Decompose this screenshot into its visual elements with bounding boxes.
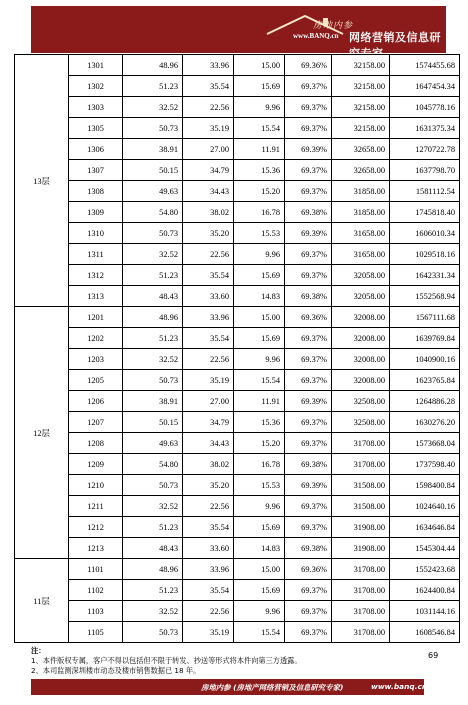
table-cell: 1029518.16 [390, 244, 460, 265]
table-cell: 1103 [69, 601, 123, 622]
table-cell: 31508.00 [332, 475, 390, 496]
table-cell: 51.23 [123, 580, 183, 601]
table-cell: 32158.00 [332, 97, 390, 118]
table-cell: 69.37% [285, 622, 332, 643]
table-cell: 38.02 [183, 202, 234, 223]
table-cell: 22.56 [183, 349, 234, 370]
table-cell: 1647454.34 [390, 76, 460, 97]
table-row [15, 307, 460, 328]
table-cell: 33.60 [183, 538, 234, 559]
table-cell: 69.37% [285, 433, 332, 454]
table-cell: 48.43 [123, 538, 183, 559]
table-cell: 33.96 [183, 307, 234, 328]
table-cell: 1313 [69, 286, 123, 307]
table-cell: 69.37% [285, 412, 332, 433]
table-cell: 49.63 [123, 433, 183, 454]
table-cell: 1311 [69, 244, 123, 265]
table-cell: 31658.00 [332, 223, 390, 244]
table-cell: 1031144.16 [390, 601, 460, 622]
table-cell: 1630276.20 [390, 412, 460, 433]
table-cell: 1213 [69, 538, 123, 559]
table-cell: 1212 [69, 517, 123, 538]
table-cell: 34.43 [183, 433, 234, 454]
floor-label: 13层 [15, 55, 69, 307]
table-cell: 69.39% [285, 475, 332, 496]
table-cell: 15.69 [234, 265, 285, 286]
table-cell: 1211 [69, 496, 123, 517]
table-cell: 69.38% [285, 202, 332, 223]
table-cell: 31708.00 [332, 622, 390, 643]
table-cell: 1024640.16 [390, 496, 460, 517]
table-cell: 15.69 [234, 328, 285, 349]
table-cell: 1302 [69, 76, 123, 97]
table-cell: 33.96 [183, 559, 234, 580]
table-cell: 69.36% [285, 55, 332, 76]
table-cell: 51.23 [123, 265, 183, 286]
table-row [15, 265, 460, 286]
table-cell: 69.37% [285, 244, 332, 265]
table-cell: 50.73 [123, 622, 183, 643]
table-cell: 54.80 [123, 202, 183, 223]
table-cell: 1574455.68 [390, 55, 460, 76]
table-cell: 32.52 [123, 349, 183, 370]
table-cell: 38.91 [123, 391, 183, 412]
table-cell: 1567111.68 [390, 307, 460, 328]
table-cell: 33.96 [183, 55, 234, 76]
table-cell: 31908.00 [332, 538, 390, 559]
table-cell: 1208 [69, 433, 123, 454]
table-cell: 1631375.34 [390, 118, 460, 139]
table-row [15, 496, 460, 517]
table-cell: 48.43 [123, 286, 183, 307]
table-row [15, 454, 460, 475]
brand-name: 房地内参 [313, 20, 354, 30]
table-cell: 1623765.84 [390, 370, 460, 391]
table-cell: 1737598.40 [390, 454, 460, 475]
table-cell: 1624400.84 [390, 580, 460, 601]
table-cell: 31708.00 [332, 580, 390, 601]
table-cell: 1552568.94 [390, 286, 460, 307]
table-cell: 35.54 [183, 265, 234, 286]
table-cell: 35.19 [183, 118, 234, 139]
table-row [15, 181, 460, 202]
table-cell: 1634646.84 [390, 517, 460, 538]
table-cell: 15.69 [234, 76, 285, 97]
table-cell: 15.53 [234, 223, 285, 244]
table-cell: 15.36 [234, 160, 285, 181]
table-cell: 1608546.84 [390, 622, 460, 643]
table-cell: 35.20 [183, 223, 234, 244]
table-row [15, 76, 460, 97]
table-cell: 50.15 [123, 412, 183, 433]
table-cell: 32658.00 [332, 160, 390, 181]
table-cell: 15.00 [234, 55, 285, 76]
table-cell: 32058.00 [332, 265, 390, 286]
table-cell: 14.83 [234, 286, 285, 307]
table-cell: 69.39% [285, 139, 332, 160]
table-row [15, 412, 460, 433]
table-cell: 69.38% [285, 286, 332, 307]
table-row [15, 538, 460, 559]
table-cell: 31708.00 [332, 454, 390, 475]
table-cell: 15.54 [234, 622, 285, 643]
table-cell: 1264886.28 [390, 391, 460, 412]
table-cell: 1310 [69, 223, 123, 244]
table-cell: 11.91 [234, 391, 285, 412]
table-cell: 1207 [69, 412, 123, 433]
table-row [15, 475, 460, 496]
table-cell: 9.96 [234, 601, 285, 622]
table-row [15, 202, 460, 223]
table-cell: 1209 [69, 454, 123, 475]
table-cell: 1201 [69, 307, 123, 328]
table-cell: 31658.00 [332, 244, 390, 265]
table-row [15, 328, 460, 349]
table-cell: 1642331.34 [390, 265, 460, 286]
table-cell: 69.37% [285, 580, 332, 601]
table-cell: 35.19 [183, 370, 234, 391]
table-cell: 16.78 [234, 202, 285, 223]
table-cell: 1745818.40 [390, 202, 460, 223]
table-cell: 15.54 [234, 118, 285, 139]
table-cell: 35.54 [183, 76, 234, 97]
table-cell: 32008.00 [332, 349, 390, 370]
table-cell: 50.73 [123, 475, 183, 496]
unit-price-table [14, 54, 460, 643]
table-row [15, 601, 460, 622]
table-cell: 15.20 [234, 433, 285, 454]
table-row [15, 391, 460, 412]
table-cell: 1270722.78 [390, 139, 460, 160]
table-row [15, 139, 460, 160]
notes-title: 注： [31, 646, 46, 655]
table-cell: 22.56 [183, 97, 234, 118]
table-row [15, 433, 460, 454]
table-cell: 48.96 [123, 559, 183, 580]
table-row [15, 244, 460, 265]
page-header-banner [31, 6, 446, 60]
table-cell: 69.37% [285, 265, 332, 286]
table-cell: 32008.00 [332, 328, 390, 349]
table-cell: 69.37% [285, 118, 332, 139]
table-cell: 1309 [69, 202, 123, 223]
table-cell: 50.73 [123, 370, 183, 391]
table-cell: 15.00 [234, 559, 285, 580]
table-cell: 1598400.84 [390, 475, 460, 496]
table-cell: 1102 [69, 580, 123, 601]
table-cell: 34.43 [183, 181, 234, 202]
table-cell: 49.63 [123, 181, 183, 202]
footer-text: 房地内参 (房地产网络营销及信息研究专家) [201, 683, 344, 692]
table-cell: 54.80 [123, 454, 183, 475]
table-cell: 34.79 [183, 412, 234, 433]
table-row [15, 370, 460, 391]
table-cell: 50.15 [123, 160, 183, 181]
table-cell: 51.23 [123, 517, 183, 538]
table-cell: 14.83 [234, 538, 285, 559]
table-cell: 48.96 [123, 307, 183, 328]
table-cell: 1581112.54 [390, 181, 460, 202]
table-cell: 1203 [69, 349, 123, 370]
table-cell: 15.53 [234, 475, 285, 496]
table-cell: 1305 [69, 118, 123, 139]
table-cell: 48.96 [123, 55, 183, 76]
table-cell: 38.91 [123, 139, 183, 160]
table-cell: 1205 [69, 370, 123, 391]
table-cell: 32508.00 [332, 412, 390, 433]
table-cell: 31708.00 [332, 601, 390, 622]
table-cell: 1545304.44 [390, 538, 460, 559]
table-row [15, 118, 460, 139]
table-cell: 1045778.16 [390, 97, 460, 118]
notes-line: 1、本件版权专属，客户不得以包括但不限于转发、抄送等形式将本件向第三方透露。 [31, 656, 302, 665]
table-cell: 1303 [69, 97, 123, 118]
table-cell: 1202 [69, 328, 123, 349]
table-cell: 1301 [69, 55, 123, 76]
page-number: 69 [428, 651, 439, 660]
table-row [15, 160, 460, 181]
table-cell: 69.37% [285, 349, 332, 370]
table-cell: 69.37% [285, 496, 332, 517]
table-cell: 1101 [69, 559, 123, 580]
table-cell: 27.00 [183, 391, 234, 412]
footer-url: www.banq.cn [371, 682, 428, 691]
table-cell: 32158.00 [332, 118, 390, 139]
table-cell: 1312 [69, 265, 123, 286]
table-cell: 22.56 [183, 496, 234, 517]
table-cell: 1210 [69, 475, 123, 496]
table-cell: 11.91 [234, 139, 285, 160]
table-cell: 1606010.34 [390, 223, 460, 244]
table-row [15, 580, 460, 601]
table-cell: 1040900.16 [390, 349, 460, 370]
table-cell: 9.96 [234, 244, 285, 265]
table-cell: 32658.00 [332, 139, 390, 160]
table-cell: 69.37% [285, 517, 332, 538]
brand-slogan: 网络营销及信息研究专家 [349, 31, 441, 60]
floor-label: 11层 [15, 559, 69, 643]
table-cell: 31858.00 [332, 181, 390, 202]
notes-section [31, 646, 419, 676]
table-cell: 32158.00 [332, 55, 390, 76]
table-cell: 1637798.70 [390, 160, 460, 181]
table-cell: 16.78 [234, 454, 285, 475]
table-row [15, 223, 460, 244]
table-row [15, 55, 460, 76]
table-cell: 32158.00 [332, 76, 390, 97]
table-cell: 15.00 [234, 307, 285, 328]
table-cell: 15.54 [234, 370, 285, 391]
table-cell: 15.69 [234, 517, 285, 538]
table-cell: 33.60 [183, 286, 234, 307]
table-cell: 32008.00 [332, 307, 390, 328]
table-cell: 31508.00 [332, 496, 390, 517]
table-cell: 35.19 [183, 622, 234, 643]
table-cell: 32508.00 [332, 391, 390, 412]
table-cell: 32.52 [123, 97, 183, 118]
table-cell: 31708.00 [332, 433, 390, 454]
table-cell: 35.54 [183, 517, 234, 538]
table-cell: 51.23 [123, 76, 183, 97]
table-cell: 32058.00 [332, 286, 390, 307]
table-cell: 9.96 [234, 97, 285, 118]
table-row [15, 349, 460, 370]
table-cell: 69.38% [285, 454, 332, 475]
table-cell: 15.36 [234, 412, 285, 433]
table-cell: 50.73 [123, 223, 183, 244]
table-row [15, 559, 460, 580]
table-cell: 69.37% [285, 328, 332, 349]
table-cell: 69.38% [285, 538, 332, 559]
table-cell: 15.69 [234, 580, 285, 601]
table-cell: 69.39% [285, 223, 332, 244]
table-cell: 31908.00 [332, 517, 390, 538]
table-cell: 69.37% [285, 160, 332, 181]
table-cell: 32.52 [123, 496, 183, 517]
table-cell: 69.37% [285, 601, 332, 622]
table-cell: 32.52 [123, 244, 183, 265]
table-cell: 69.37% [285, 370, 332, 391]
page-footer-banner [31, 679, 428, 695]
table-cell: 69.37% [285, 97, 332, 118]
table-cell: 22.56 [183, 601, 234, 622]
table-cell: 69.39% [285, 391, 332, 412]
table-cell: 31858.00 [332, 202, 390, 223]
table-cell: 31708.00 [332, 559, 390, 580]
floor-label: 12层 [15, 307, 69, 559]
table-cell: 22.56 [183, 244, 234, 265]
table-cell: 50.73 [123, 118, 183, 139]
table-cell: 1552423.68 [390, 559, 460, 580]
table-cell: 35.54 [183, 328, 234, 349]
brand-url: www.BANQ.cn [293, 32, 339, 40]
table-cell: 9.96 [234, 496, 285, 517]
table-cell: 1639769.84 [390, 328, 460, 349]
table-row [15, 286, 460, 307]
table-cell: 1206 [69, 391, 123, 412]
table-cell: 35.20 [183, 475, 234, 496]
table-cell: 51.23 [123, 328, 183, 349]
table-cell: 1308 [69, 181, 123, 202]
table-cell: 69.37% [285, 181, 332, 202]
table-cell: 1307 [69, 160, 123, 181]
table-cell: 9.96 [234, 349, 285, 370]
table-row [15, 622, 460, 643]
table-cell: 15.20 [234, 181, 285, 202]
table-cell: 1105 [69, 622, 123, 643]
table-row [15, 517, 460, 538]
table-cell: 1573668.04 [390, 433, 460, 454]
table-cell: 32.52 [123, 601, 183, 622]
table-cell: 69.37% [285, 76, 332, 97]
table-row [15, 97, 460, 118]
table-cell: 69.36% [285, 559, 332, 580]
table-cell: 27.00 [183, 139, 234, 160]
table-cell: 69.36% [285, 307, 332, 328]
table-cell: 38.02 [183, 454, 234, 475]
table-cell: 1306 [69, 139, 123, 160]
notes-line: 2、本司监测深圳楼市动态及楼市销售数据已 18 年。 [31, 666, 201, 675]
table-cell: 34.79 [183, 160, 234, 181]
table-cell: 35.54 [183, 580, 234, 601]
table-cell: 32008.00 [332, 370, 390, 391]
